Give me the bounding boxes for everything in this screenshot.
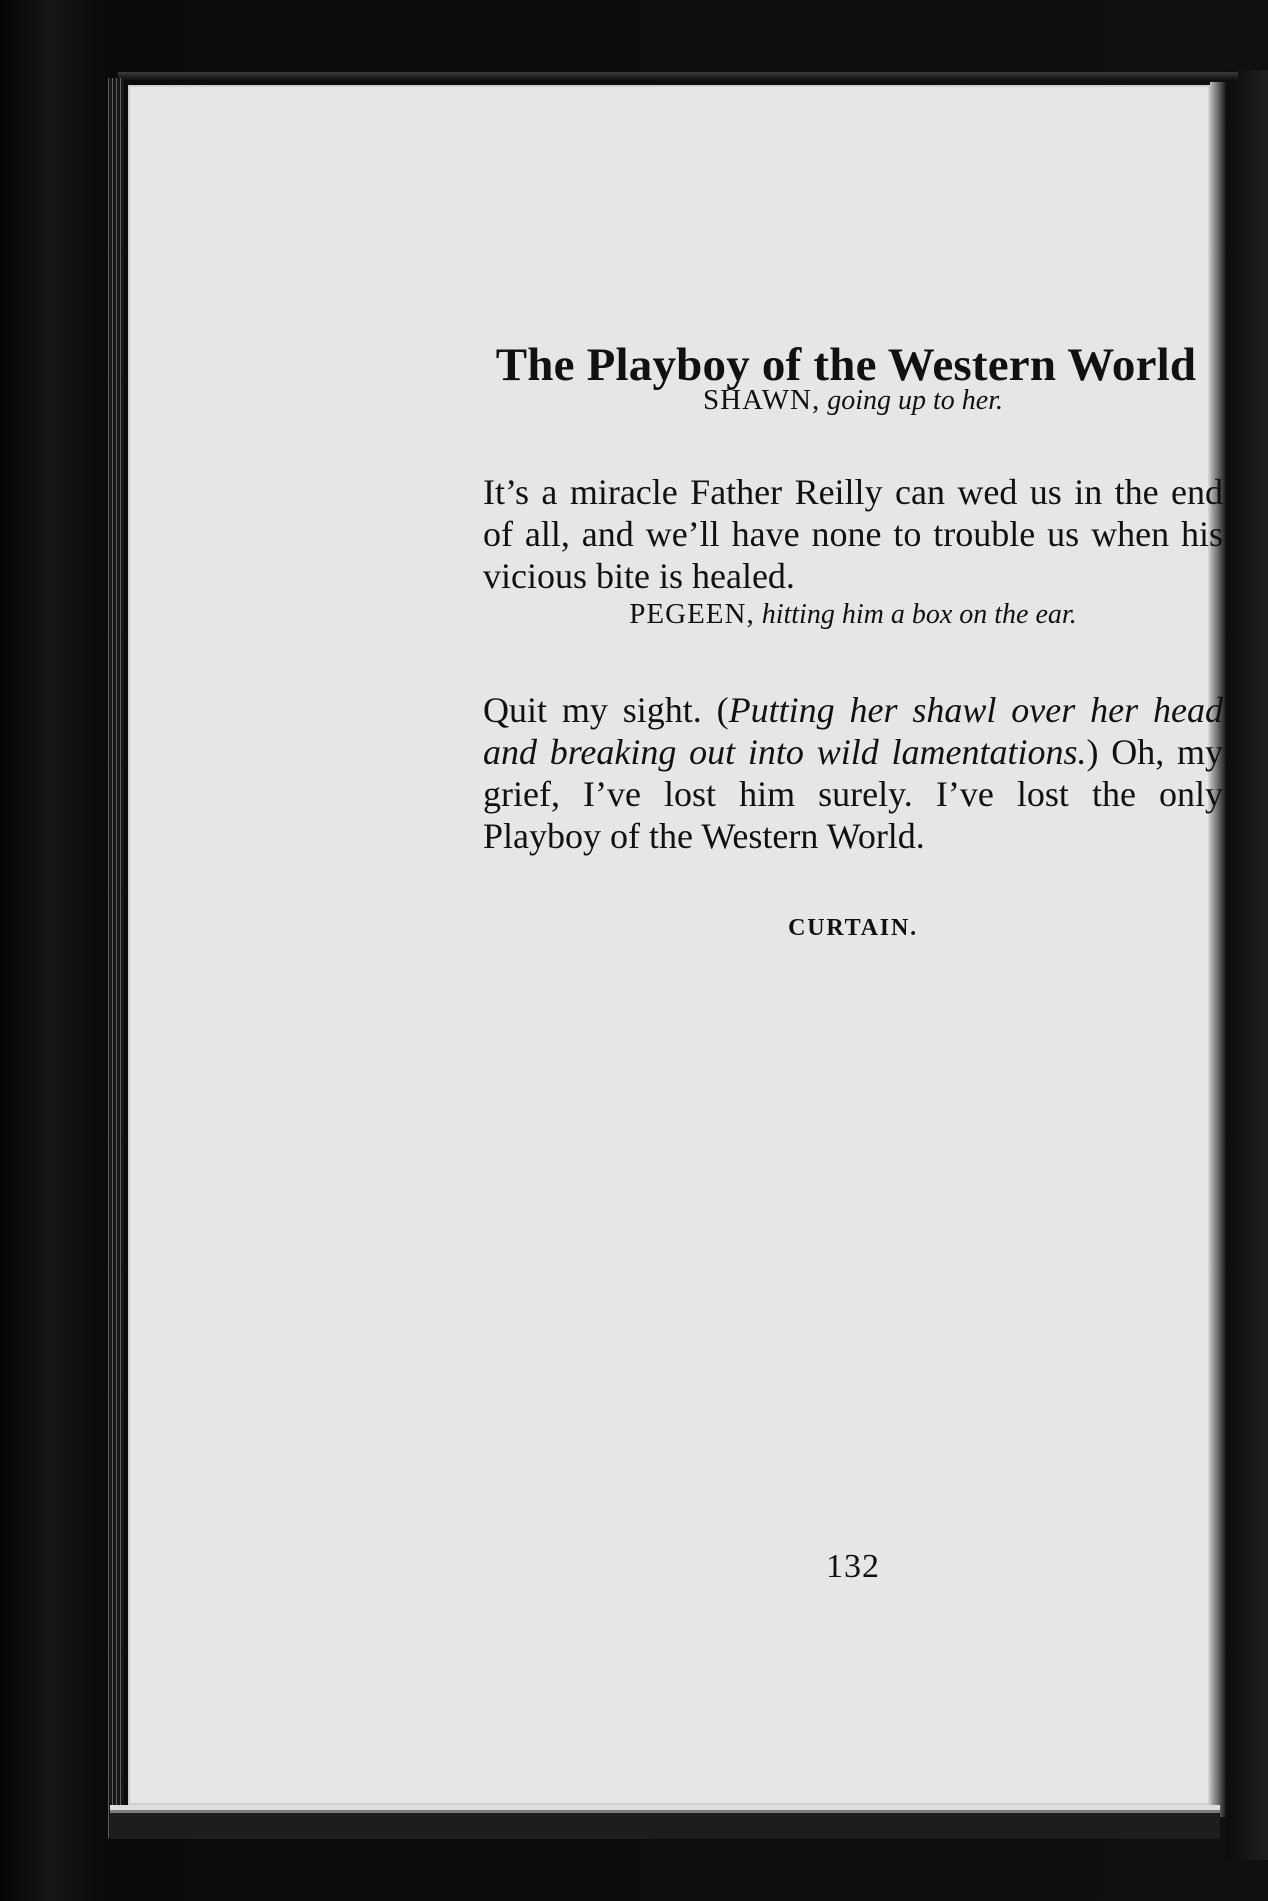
speech-pegeen-opening: Quit my sight. ( <box>483 690 729 730</box>
speech-pegeen <box>483 689 1223 857</box>
speaker-line-shawn <box>483 383 1223 418</box>
stage-direction-shawn: going up to her. <box>827 385 1004 416</box>
page-left-edge <box>108 78 124 1838</box>
adjacent-page-shadow <box>1226 70 1268 1860</box>
speaker-name-pegeen: PEGEEN, <box>629 598 755 630</box>
page-top-edge <box>118 72 1238 80</box>
speaker-name-shawn: SHAWN, <box>702 384 821 416</box>
running-head: The Playboy of the Western World <box>495 339 1197 392</box>
book-page <box>128 85 1223 1805</box>
page-bottom-edge <box>110 1805 1220 1839</box>
stage-direction-pegeen: hitting him a box on the ear. <box>761 599 1077 630</box>
inline-stage-direction: Putting her shawl over her head and breaking out into wild lamentations. <box>483 690 1223 772</box>
curtain-text: CURTAIN. <box>788 915 918 941</box>
speaker-line-pegeen <box>483 597 1223 632</box>
speech-pegeen-closing: ) Oh, my grief, I’ve lost him surely. I’ve lost the only Playboy of the Western World. <box>483 732 1223 856</box>
speech-shawn: It’s a miracle Father Reilly can wed us in the end of all, and we’ll have none to trouble us when his vicious bite is healed. <box>483 472 1223 596</box>
page-number: 132 <box>826 1548 880 1585</box>
